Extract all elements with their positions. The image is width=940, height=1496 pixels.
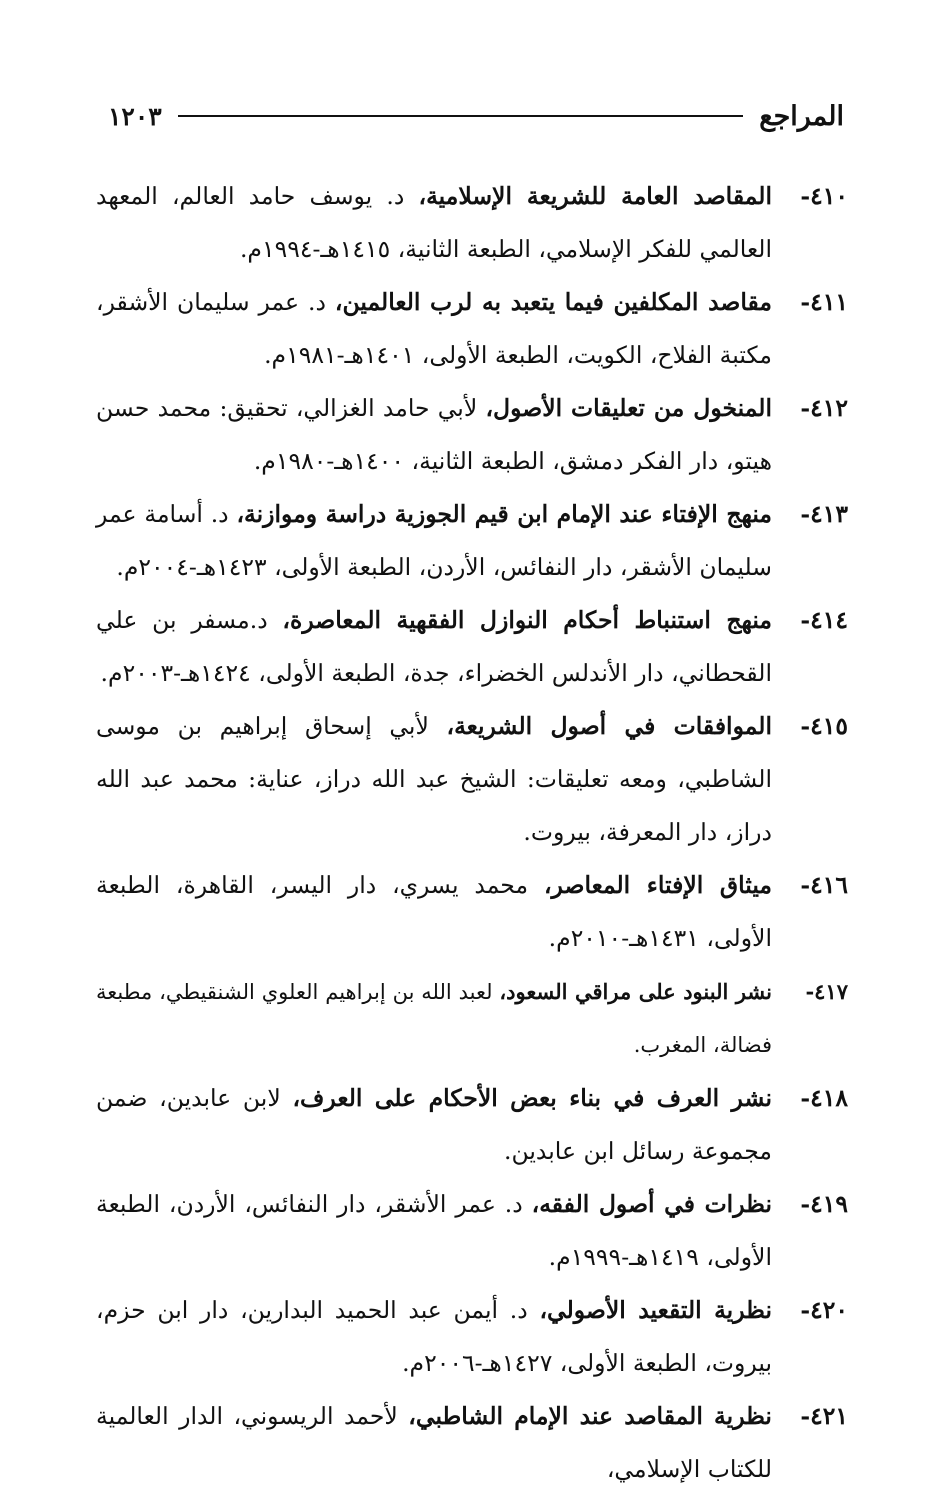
entry-details: محمد يسري، دار اليسر، القاهرة، الطبعة الأولى، ١٤٣١هـ-٢٠١٠م.	[96, 871, 772, 952]
bibliography-entry	[96, 1390, 848, 1496]
entry-number: ٤٢١-	[800, 1402, 848, 1430]
entry-title: ميثاق الإفتاء المعاصر،	[543, 871, 772, 899]
entry-title: المنخول من تعليقات الأصول،	[485, 394, 772, 422]
entry-number: ٤٢٠-	[800, 1296, 848, 1324]
entry-number: ٤١١-	[800, 288, 848, 316]
entry-title: المقاصد العامة للشريعة الإسلامية،	[418, 182, 772, 210]
bibliography-entry	[96, 170, 848, 276]
entry-details: لأبي حامد الغزالي، تحقيق: محمد حسن هيتو، دار الفكر دمشق، الطبعة الثانية، ١٤٠٠هـ-١٩٨٠م.	[96, 394, 772, 475]
entry-number: ٤١٥-	[800, 712, 848, 740]
entry-details: د. يوسف حامد العالم، المعهد العالمي للفكر الإسلامي، الطبعة الثانية، ١٤١٥هـ-١٩٩٤م.	[96, 182, 772, 263]
entry-title: مقاصد المكلفين فيما يتعبد به لرب العالمين،	[334, 288, 772, 316]
entry-title: نشر العرف في بناء بعض الأحكام على العرف،	[292, 1084, 772, 1112]
entry-details: د.مسفر بن علي القحطاني، دار الأندلس الخضراء، جدة، الطبعة الأولى، ١٤٢٤هـ-٢٠٠٣م.	[96, 606, 772, 687]
entry-details: لأبي إسحاق إبراهيم بن موسى الشاطبي، ومعه تعليقات: الشيخ عبد الله دراز، عناية: محمد عبد الله دراز، دار المعرفة، بيروت.	[96, 712, 772, 846]
entry-number: ٤١٣-	[800, 500, 848, 528]
page-number: ١٢٠٣	[108, 101, 162, 131]
entry-number: ٤١٢-	[800, 394, 848, 422]
entry-title: منهج استنباط أحكام النوازل الفقهية المعاصرة،	[282, 606, 772, 634]
entry-number: ٤١٩-	[800, 1190, 848, 1218]
entry-number: ٤١٤-	[800, 606, 848, 634]
bibliography-entry	[96, 1284, 848, 1390]
entry-details: د. أسامة عمر سليمان الأشقر، دار النفائس، الأردن، الطبعة الأولى، ١٤٢٣هـ-٢٠٠٤م.	[96, 500, 772, 581]
entry-details: لعبد الله بن إبراهيم العلوي الشنقيطي، مطبعة فضالة، المغرب.	[96, 980, 772, 1057]
running-header	[108, 96, 844, 136]
header-rule	[178, 115, 743, 117]
bibliography-list	[96, 170, 848, 1496]
entry-details: لابن عابدين، ضمن مجموعة رسائل ابن عابدين.	[96, 1084, 772, 1165]
entry-number: ٤١٠-	[800, 182, 848, 210]
bibliography-entry	[96, 594, 848, 700]
bibliography-entry	[96, 382, 848, 488]
bibliography-entry	[96, 1072, 848, 1178]
entry-title: نشر البنود على مراقي السعود،	[499, 979, 772, 1004]
entry-title: نظرات في أصول الفقه،	[531, 1190, 772, 1218]
entry-details: د. عمر سليمان الأشقر، مكتبة الفلاح، الكويت، الطبعة الأولى، ١٤٠١هـ-١٩٨١م.	[96, 288, 772, 369]
bibliography-entry	[96, 700, 848, 859]
entry-title: منهج الإفتاء عند الإمام ابن قيم الجوزية دراسة وموازنة،	[236, 500, 772, 528]
entry-details: لأحمد الريسوني، الدار العالمية للكتاب الإسلامي،	[96, 1402, 772, 1483]
bibliography-entry	[96, 965, 848, 1072]
entry-number: ٤١٨-	[800, 1084, 848, 1112]
entry-number: ٤١٦-	[800, 871, 848, 899]
bibliography-entry	[96, 859, 848, 965]
entry-title: نظرية التقعيد الأصولي،	[539, 1296, 772, 1324]
entry-details: د. عمر الأشقر، دار النفائس، الأردن، الطبعة الأولى، ١٤١٩هـ-١٩٩٩م.	[96, 1190, 772, 1271]
running-header-title: المراجع	[759, 100, 844, 132]
entry-title: الموافقات في أصول الشريعة،	[446, 712, 772, 740]
entry-number: ٤١٧-	[805, 979, 848, 1004]
bibliography-entry	[96, 276, 848, 382]
bibliography-entry	[96, 488, 848, 594]
entry-title: نظرية المقاصد عند الإمام الشاطبي،	[408, 1402, 772, 1430]
entry-details: د. أيمن عبد الحميد البدارين، دار ابن حزم، بيروت، الطبعة الأولى، ١٤٢٧هـ-٢٠٠٦م.	[96, 1296, 772, 1377]
bibliography-entry	[96, 1178, 848, 1284]
